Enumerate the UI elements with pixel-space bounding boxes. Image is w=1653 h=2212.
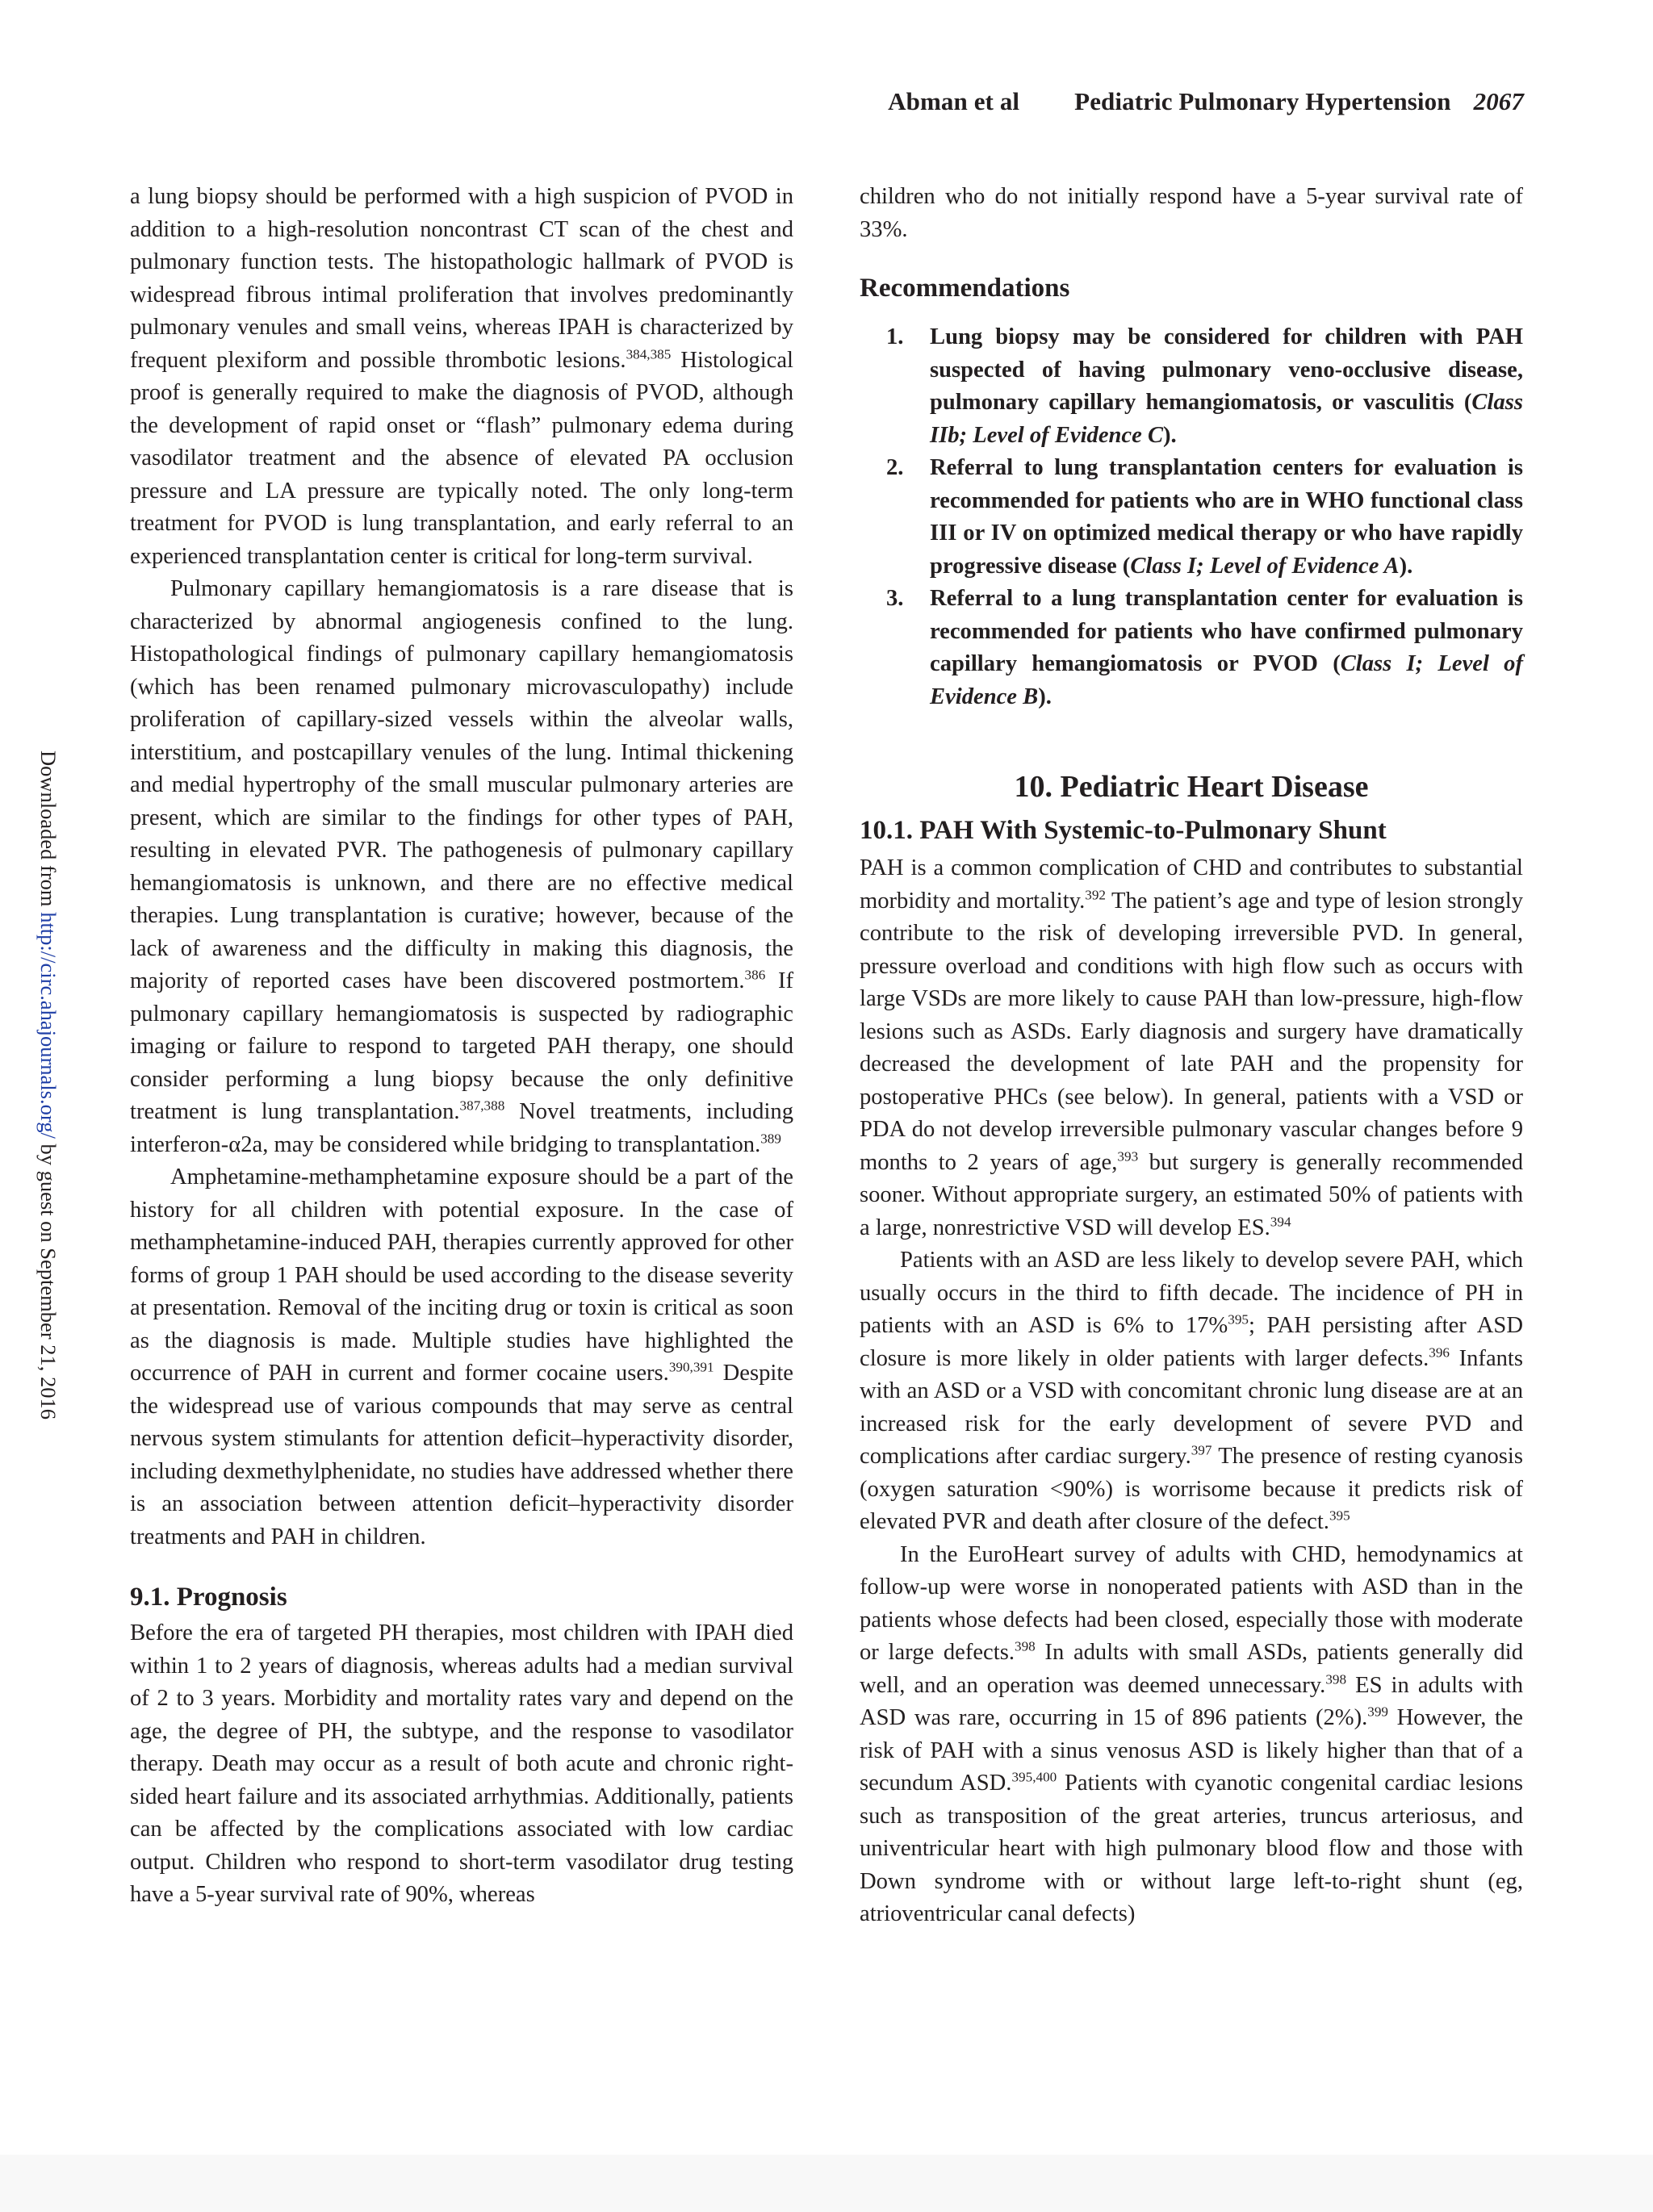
running-header: [0, 87, 1524, 116]
chapter-heading: 10. Pediatric Heart Disease: [1014, 770, 1369, 804]
recommendation-item: [860, 452, 1523, 583]
amphetamine-paragraph: Amphetamine-methamphetamine exposure should be a part of the history for all children with potential exposure. In the case of methamphetamine-induced PAH, therapies currently approved for other forms of group 1 PAH should be used according to the disease severity at presentation. Removal of the inciting drug or toxin is critical as soon as the diagnosis is made. Multiple studies have highlighted the occurrence of PAH in current and former cocaine users.$^{390,391}$ Despite the widespread use of various compounds that may serve as central nervous system stimulants for attention deficit–hyperactivity disorder, including dexmethylphenidate, no studies have addressed whether there is an association between attention deficit–hyperactivity disorder treatments and PAH in children.: [130, 1165, 793, 1549]
recommendation-item: [860, 321, 1523, 452]
citation-superscript: 395: [1329, 1507, 1350, 1524]
right-column: [860, 181, 1523, 1931]
header-page-number: 2067: [1473, 87, 1524, 115]
pvod-paragraph: a lung biopsy should be performed with a high suspicion of PVOD in addition to a high-resolution noncontrast CT scan of the chest and pulmonary function tests. The histopathologic hallmark of PVOD is widespread fibrous intimal proliferation that involves predominantly pulmonary venules and small veins, whereas IPAH is characterized by frequent plexiform and possible thrombotic lesions.$^{384,385}$ Histological proof is generally required to make the diagnosis of PVOD, although the development of rapid onset or “flash” pulmonary edema during vasodilator treatment and the absence of elevated PA occlusion pressure and LA pressure are typically noted. The only long-term treatment for PVOD is lung transplantation, and early referral to an experienced transplantation center is critical for long-term survival.: [130, 184, 793, 569]
citation-superscript: 395,400: [1011, 1769, 1057, 1785]
download-suffix: by guest on September 21, 2016: [36, 1138, 61, 1420]
citation-superscript: 395: [1228, 1311, 1249, 1328]
recommendation-number: 1.: [886, 324, 904, 349]
citation-superscript: 394: [1270, 1213, 1291, 1229]
download-url-link[interactable]: http://circ.ahajournals.org/: [36, 912, 61, 1139]
asd-paragraph: Patients with an ASD are less likely to develop severe PAH, which usually occurs in the third to fifth decade. The incidence of PH in patients with an ASD is 6% to 17%$^{395}$; PAH persisting after ASD closure is more likely in older patients with larger defects.$^{396}$ Infants with an ASD or a VSD with concomitant chronic lung disease are at an increased risk for the early development of severe PVD and complications after cardiac surgery.$^{397}$ The presence of resting cyanosis (oxygen saturation <90%) is worrisome because it predicts risk of elevated PVR and death after closure of the defect.$^{395}$: [860, 1248, 1524, 1534]
recommendation-text: Referral to a lung transplantation center for evaluation is recommended for patients who have confirmed pulmonary capillary hemangiomatosis or PVOD (Class I; Level of Evidence B).: [930, 586, 1523, 709]
evidence-level: Class I; Level of Evidence B: [930, 651, 1523, 709]
download-prefix: Downloaded from: [36, 751, 61, 913]
header-authors: Abman et al: [888, 87, 1020, 115]
citation-superscript: 386: [744, 967, 766, 983]
citation-superscript: 398: [1014, 1638, 1036, 1654]
capillary-hemangiomatosis-paragraph: Pulmonary capillary hemangiomatosis is a rare disease that is characterized by abnormal angiogenesis confined to the lung. Histopathological findings of pulmonary capillary hemangiomatosis (which has been renamed pulmonary microvasculopathy) include proliferation of capillary-sized vessels within the alveolar walls, interstitium, and postcapillary venules of the lung. Intimal thickening and medial hypertrophy of the small muscular pulmonary arteries are present, which are similar to the findings for other types of PAH, resulting in elevated PVR. The pathogenesis of pulmonary capillary hemangiomatosis is unknown, and there are no effective medical therapies. Lung transplantation is curative; however, because of the lack of awareness and the difficulty in making this diagnosis, the majority of reported cases have been discovered postmortem.$^{386}$ If pulmonary capillary hemangiomatosis is suspected by radiographic imaging or failure to respond to targeted PAH therapy, one should consider performing a lung biopsy because the only definitive treatment is lung transplantation.$^{387,388}$ Novel treatments, including interferon-α2a, may be considered while bridging to transplantation.$^{389}$: [130, 576, 793, 1157]
citation-superscript: 384,385: [626, 345, 672, 362]
evidence-level: Class IIb; Level of Evidence C: [930, 390, 1523, 448]
recommendations-heading: Recommendations: [860, 274, 1070, 303]
evidence-level: Class I; Level of Evidence A: [1130, 553, 1400, 579]
footer-band: [0, 2155, 1653, 2212]
survival-paragraph: children who do not initially respond have a 5-year survival rate of 33%.: [860, 184, 1523, 242]
download-watermark: [27, 751, 61, 1969]
recommendation-number: 3.: [886, 586, 904, 611]
header-section-title: Pediatric Pulmonary Hypertension: [1074, 87, 1451, 115]
euroheart-paragraph: In the EuroHeart survey of adults with CHD, hemodynamics at follow-up were worse in nonoperated patients with ASD than in the patients whose defects had been closed, especially those with moderate or large defects.$^{398}$ In adults with small ASDs, patients generally did well, and an operation was deemed unnecessary.$^{398}$ ES in adults with ASD was rare, occurring in 15 of 896 patients (2%).$^{399}$ However, the risk of PAH with a sinus venosus ASD is likely higher than that of a secundum ASD.$^{395,400}$ Patients with cyanotic congenital cardiac lesions such as transposition of the great arteries, truncus arteriosus, and univentricular heart with high pulmonary blood flow and those with Down syndrome with or without large left-to-right shunt (eg, atrioventricular canal defects): [860, 1541, 1524, 1926]
citation-superscript: 398: [1325, 1670, 1347, 1687]
section-heading: 10.1. PAH With Systemic-to-Pulmonary Shunt: [860, 816, 1387, 845]
citation-superscript: 399: [1367, 1704, 1388, 1720]
chd-paragraph: PAH is a common complication of CHD and contributes to substantial morbidity and mortality.$^{392}$ The patient’s age and type of lesion strongly contribute to the risk of developing irreversible PVD. In general, pressure overload and conditions with high flow such as occurs with large VSDs are more likely to cause PAH than low-pressure, high-flow lesions such as ASDs. Early diagnosis and surgery have dramatically decreased the development of late PAH and the propensity for postoperative PHCs (see below). In general, patients with a VSD or PDA do not develop irreversible pulmonary vascular changes before 9 months to 2 years of age,$^{393}$ but surgery is generally recommended sooner. Without appropriate surgery, an estimated 50% of patients with a large, nonrestrictive VSD will develop ES.$^{394}$: [860, 855, 1524, 1240]
citation-superscript: 387,388: [459, 1098, 505, 1114]
recommendation-number: 2.: [886, 455, 904, 480]
recommendations-list: [860, 321, 1523, 713]
citation-superscript: 390,391: [668, 1359, 714, 1375]
prognosis-paragraph: Before the era of targeted PH therapies, most children with IPAH died within 1 to 2 years of diagnosis, whereas adults had a median survival of 2 to 3 years. Morbidity and mortality rates vary and depend on the age, the degree of PH, the subtype, and the response to vasodilator therapy. Death may occur as a result of both acute and chronic right-sided heart failure and its associated arrhythmias. Additionally, patients can be affected by the complications associated with low cardiac output. Children who respond to short-term vasodilator drug testing have a 5-year survival rate of 90%, whereas: [130, 1620, 793, 1907]
citation-superscript: 396: [1429, 1344, 1450, 1360]
citation-superscript: 393: [1117, 1148, 1139, 1164]
citation-superscript: 392: [1085, 886, 1106, 902]
recommendation-text: Referral to lung transplantation centers for evaluation is recommended for patients who are in WHO functional class III or IV on optimized medical therapy or who have rapidly progressive disease (Class I; Level of Evidence A).: [930, 455, 1523, 579]
prognosis-heading: 9.1. Prognosis: [130, 1583, 287, 1612]
recommendation-text: Lung biopsy may be considered for children with PAH suspected of having pulmonary veno-occlusive disease, pulmonary capillary hemangiomatosis, or vasculitis (Class IIb; Level of Evidence C).: [930, 324, 1523, 448]
citation-superscript: 397: [1191, 1442, 1212, 1458]
left-column: [130, 181, 793, 1912]
citation-superscript: 389: [760, 1130, 781, 1146]
recommendation-item: [860, 583, 1523, 713]
